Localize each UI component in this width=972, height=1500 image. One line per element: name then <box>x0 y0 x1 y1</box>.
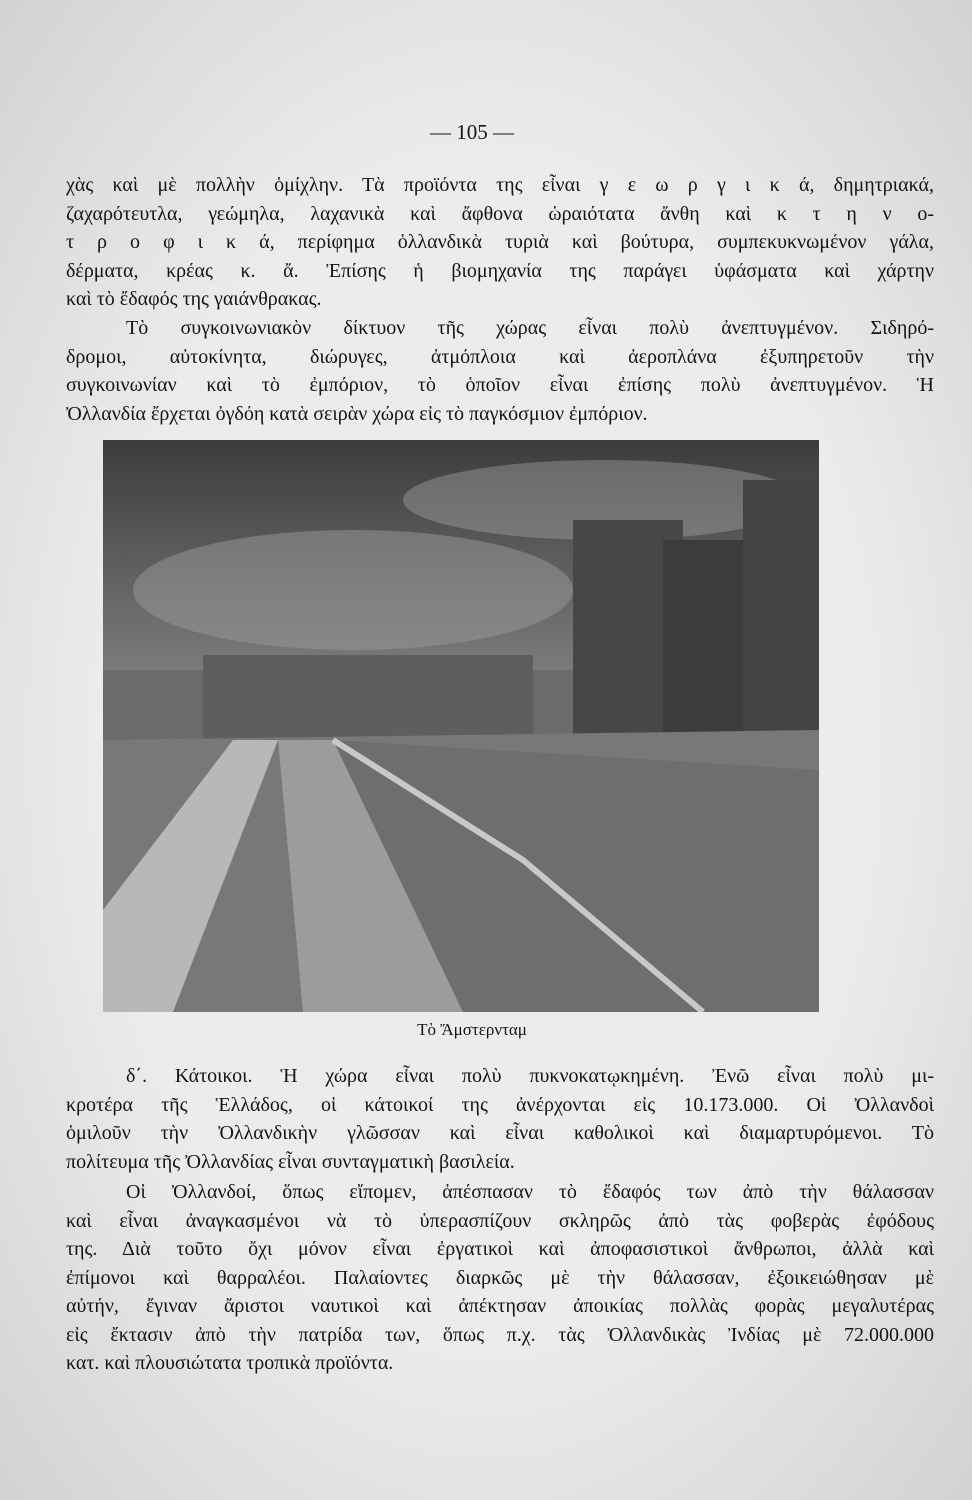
text-line: ἐπίμονοι καὶ θαρραλέοι. Παλαίοντες διαρκῶς μὲ τὴν θάλασσαν, ἐξοικειώθησαν μὲ <box>66 1266 934 1289</box>
text-line: ζαχαρότευτλα, γεώμηλα, λαχανικὰ καὶ ἄφθονα ὡραιότατα ἄνθη καὶ κ τ η ν ο- <box>66 202 934 225</box>
paragraph-transport <box>66 314 934 428</box>
text-line: τ ρ ο φ ι κ ά, περίφημα ὁλλανδικὰ τυριὰ καὶ βούτυρα, συμπεκυκνωμένον γάλα, <box>66 231 934 253</box>
text-line: κροτέρα τῆς Ἑλλάδος, οἱ κάτοικοί της ἀνέρχονται εἰς 10.173.000. Οἱ Ὀλλανδοὶ <box>66 1093 934 1116</box>
paragraph-dutch-people <box>66 1178 934 1378</box>
text-line: ὁμιλοῦν τὴν Ὀλλανδικὴν γλῶσσαν καὶ εἶναι καθολικοὶ καὶ διαμαρτυρόμενοι. Τὸ <box>66 1122 934 1144</box>
page-number: — 105 — <box>430 120 514 144</box>
paragraph-inhabitants <box>66 1062 934 1176</box>
text-line: δ΄. Κάτοικοι. Ἡ χώρα εἶναι πολὺ πυκνοκατῳκημένη. Ἐνῶ εἶναι πολὺ μι- <box>126 1065 934 1087</box>
photo-caption: Τὸ Ἄμστερνταμ <box>417 1020 527 1039</box>
amsterdam-photo <box>103 440 819 1012</box>
paragraph-products <box>66 171 934 314</box>
text-line: αὐτήν, ἔγιναν ἄριστοι ναυτικοὶ καὶ ἀπέκτησαν ἀποικίας πολλὰς φορὰς μεγαλυτέρας <box>66 1295 934 1317</box>
text-line: Ὀλλανδία ἔρχεται ὀγδόη κατὰ σειρὰν χώρα εἰς τὸ παγκόσμιον ἐμπόριον. <box>66 402 648 425</box>
text-line: πολίτευμα τῆς Ὀλλανδίας εἶναι συνταγματικὴ βασιλεία. <box>66 1150 515 1173</box>
text-line: καὶ εἶναι ἀναγκασμένοι νὰ τὸ ὑπερασπίζουν σκληρῶς ἀπὸ τὰς φοβερὰς ἐφόδους <box>66 1209 934 1232</box>
text-line: δέρματα, κρέας κ. ἄ. Ἐπίσης ἡ βιομηχανία της παράγει ὑφάσματα καὶ χάρτην <box>66 259 934 282</box>
text-line: χὰς καὶ μὲ πολλὴν ὁμίχλην. Τὰ προϊόντα της εἶναι γ ε ω ρ γ ι κ ά, δημητριακά, <box>66 174 934 196</box>
text-line: Οἱ Ὀλλανδοί, ὅπως εἴπομεν, ἀπέσπασαν τὸ ἔδαφός των ἀπὸ τὴν θάλασσαν <box>126 1181 934 1203</box>
text-line: κατ. καὶ πλουσιώτατα τροπικὰ προϊόντα. <box>66 1352 394 1374</box>
text-line: καὶ τὸ ἔδαφός της γαιάνθρακας. <box>66 288 322 310</box>
text-line: δρομοι, αὐτοκίνητα, διώρυγες, ἀτμόπλοια καὶ ἀεροπλάνα ἐξυπηρετοῦν τὴν <box>66 345 934 368</box>
text-line: συγκοινωνίαν καὶ τὸ ἐμπόριον, τὸ ὁποῖον εἶναι ἐπίσης πολὺ ἀνεπτυγμένον. Ἡ <box>66 374 934 396</box>
text-line: Τὸ συγκοινωνιακὸν δίκτυον τῆς χώρας εἶναι πολὺ ἀνεπτυγμένον. Σιδηρό- <box>126 317 934 339</box>
text-line: της. Διὰ τοῦτο ὄχι μόνον εἶναι ἐργατικοὶ καὶ ἀποφασιστικοὶ ἄνθρωποι, ἀλλὰ καὶ <box>66 1238 934 1260</box>
text-line: εἰς ἔκτασιν ἀπὸ τὴν πατρίδα των, ὅπως π.χ. τὰς Ὀλλανδικὰς Ἰνδίας μὲ 72.000.000 <box>66 1323 934 1346</box>
